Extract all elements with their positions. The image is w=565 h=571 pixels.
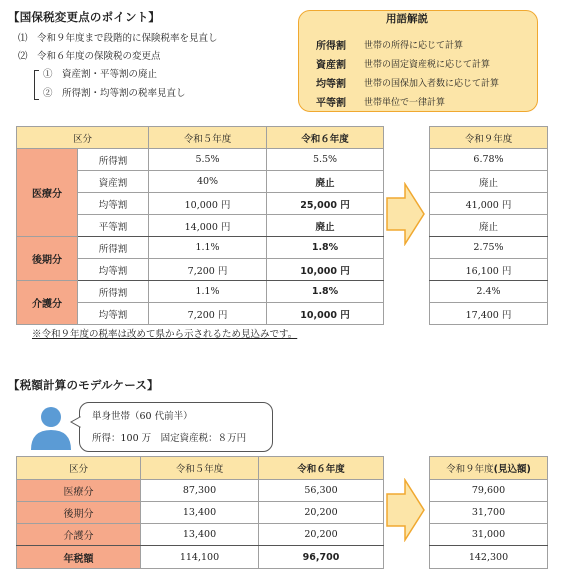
category-koki: 後期分 <box>17 237 78 281</box>
category-iryo: 医療分 <box>17 149 78 237</box>
r9-header: 令和９年度 <box>430 127 548 149</box>
model-total-r5: 114,100 <box>141 546 259 569</box>
glossary-term: 均等割 <box>316 79 346 90</box>
bubble-tail <box>70 416 81 428</box>
person-icon <box>28 405 74 451</box>
rate-r6: 1.8% <box>267 281 384 303</box>
point-subitem-2: ② 所得割・均等割の税率見直し <box>43 88 186 99</box>
point-subitem-1: ① 資産割・平等割の廃止 <box>43 69 158 80</box>
subitem-bracket <box>34 70 39 100</box>
model-r9: 31,700 <box>430 502 548 524</box>
model-r5: 87,300 <box>141 480 259 502</box>
r9-value: 16,100 円 <box>430 259 548 281</box>
model-total-r9: 142,300 <box>430 546 548 569</box>
glossary-desc: 世帯の国保加入者数に応じて計算 <box>364 79 500 89</box>
model-table <box>16 456 384 569</box>
right-arrow-icon <box>386 478 426 542</box>
glossary-term: 資産割 <box>316 60 346 71</box>
rate-r6: 廃止 <box>267 215 384 237</box>
model-r9-header-year: 令和９年度 <box>446 464 494 475</box>
model-total-label: 年税額 <box>17 546 141 569</box>
r9-value: 2.75% <box>430 237 548 259</box>
r9-value: 廃止 <box>430 171 548 193</box>
glossary-desc: 世帯単位で一律計算 <box>364 98 446 108</box>
rate-header-kubun: 区分 <box>17 127 149 149</box>
rate-header-r5: 令和５年度 <box>149 127 267 149</box>
model-total-r6: 96,700 <box>259 546 384 569</box>
glossary-desc: 世帯の固定資産税に応じて計算 <box>364 60 491 70</box>
points-title: 【国保税変更点のポイント】 <box>8 10 161 24</box>
model-r6: 20,200 <box>259 524 384 546</box>
point-item-1: ⑴ 令和９年度まで段階的に保険税率を見直し <box>18 33 218 44</box>
rate-sub: 均等割 <box>78 259 149 281</box>
rate-sub: 均等割 <box>78 193 149 215</box>
model-r5: 13,400 <box>141 502 259 524</box>
rate-sub: 所得割 <box>78 281 149 303</box>
rate-r5: 7,200 円 <box>149 303 267 325</box>
rate-r5: 5.5% <box>149 149 267 171</box>
model-table-r9 <box>429 456 548 569</box>
model-r9: 31,000 <box>430 524 548 546</box>
rate-table-r9 <box>429 126 548 325</box>
glossary-term: 平等割 <box>316 98 346 109</box>
household-type: 単身世帯（60 代前半） <box>92 411 193 422</box>
rate-r5: 14,000 円 <box>149 215 267 237</box>
rate-sub: 平等割 <box>78 215 149 237</box>
model-title: 【税額計算のモデルケース】 <box>8 378 159 392</box>
rate-table <box>16 126 384 325</box>
rate-r6: 25,000 円 <box>267 193 384 215</box>
rate-sub: 資産割 <box>78 171 149 193</box>
category-kaigo: 介護分 <box>17 281 78 325</box>
rate-r6: 廃止 <box>267 171 384 193</box>
rate-sub: 所得割 <box>78 237 149 259</box>
rate-r6: 10,000 円 <box>267 303 384 325</box>
model-header-r5: 令和５年度 <box>141 457 259 480</box>
model-row-label: 後期分 <box>17 502 141 524</box>
glossary-title: 用語解説 <box>386 13 428 25</box>
glossary-desc: 世帯の所得に応じて計算 <box>364 41 464 51</box>
rate-r6: 10,000 円 <box>267 259 384 281</box>
household-income: 所得：100 万 固定資産税：８万円 <box>92 433 247 444</box>
model-row-label: 介護分 <box>17 524 141 546</box>
model-row-label: 医療分 <box>17 480 141 502</box>
model-r5: 13,400 <box>141 524 259 546</box>
rate-r5: 40% <box>149 171 267 193</box>
model-r9-header <box>430 457 548 480</box>
r9-value: 2.4% <box>430 281 548 303</box>
model-r9-header-suffix: (見込額) <box>493 464 531 475</box>
rate-r6: 1.8% <box>267 237 384 259</box>
model-r9: 79,600 <box>430 480 548 502</box>
model-header-r6: 令和６年度 <box>259 457 384 480</box>
model-r6: 56,300 <box>259 480 384 502</box>
rate-note: ※令和９年度の税率は改めて県から示されるため見込みです。 <box>32 329 298 340</box>
rate-sub: 均等割 <box>78 303 149 325</box>
rate-r5: 1.1% <box>149 281 267 303</box>
rate-r6: 5.5% <box>267 149 384 171</box>
rate-header-r6: 令和６年度 <box>267 127 384 149</box>
r9-value: 41,000 円 <box>430 193 548 215</box>
rate-r5: 1.1% <box>149 237 267 259</box>
rate-sub: 所得割 <box>78 149 149 171</box>
model-header-kubun: 区分 <box>17 457 141 480</box>
rate-r5: 7,200 円 <box>149 259 267 281</box>
r9-value: 廃止 <box>430 215 548 237</box>
right-arrow-icon <box>386 182 426 246</box>
r9-value: 17,400 円 <box>430 303 548 325</box>
point-item-2: ⑵ 令和６年度の保険税の変更点 <box>18 51 161 62</box>
rate-r5: 10,000 円 <box>149 193 267 215</box>
r9-value: 6.78% <box>430 149 548 171</box>
model-r6: 20,200 <box>259 502 384 524</box>
glossary-term: 所得割 <box>316 41 346 52</box>
